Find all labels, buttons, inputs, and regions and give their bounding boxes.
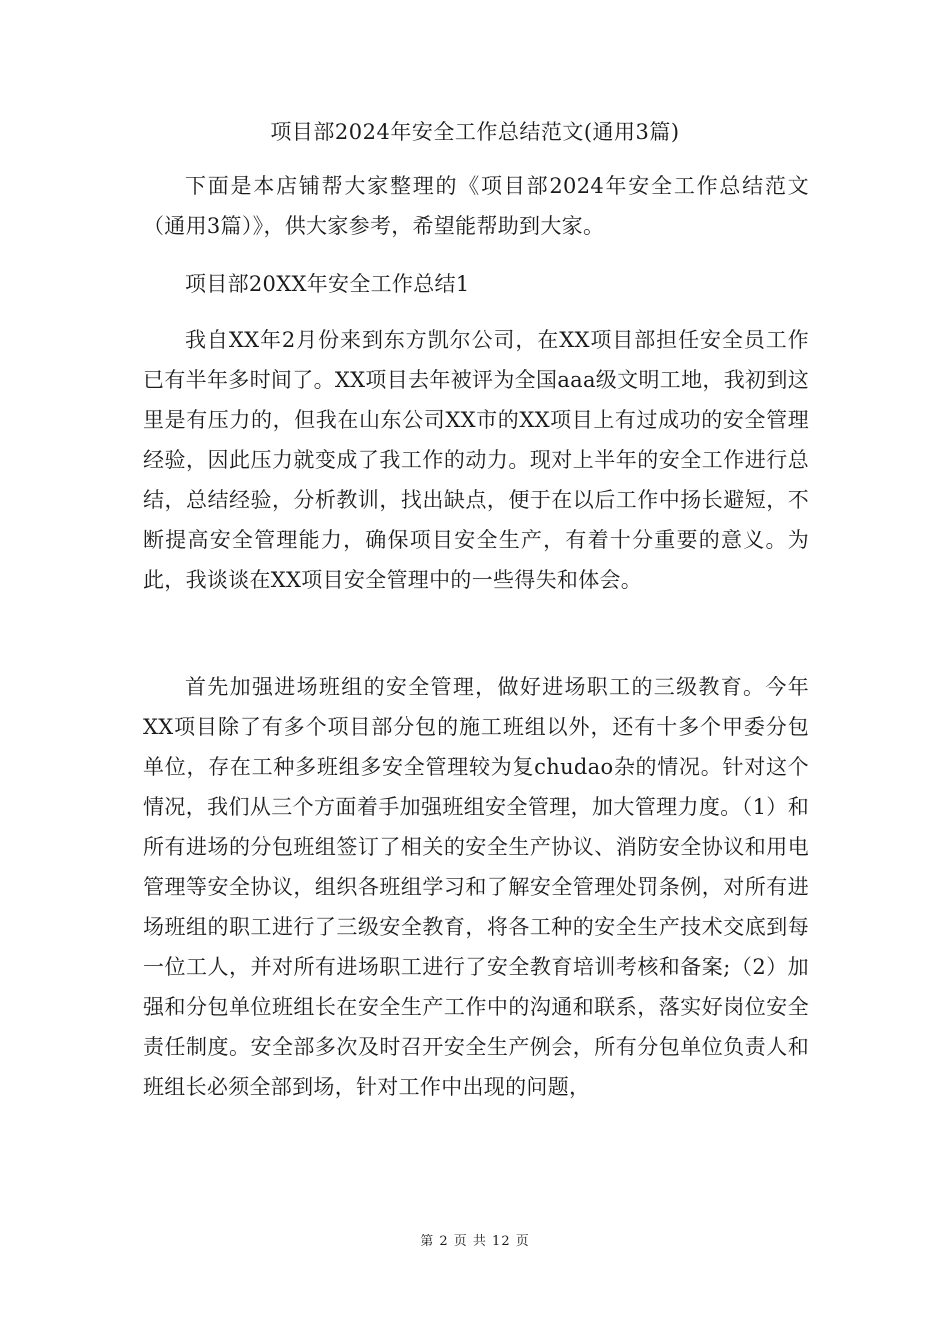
body-paragraph-2: 首先加强进场班组的安全管理，做好进场职工的三级教育。今年XX项目除了有多个项目部分包的施工班组以外，还有十多个甲委分包单位，存在工种多班组多安全管理较为复chudao杂的情况。针对这个情况，我们从三个方面着手加强班组安全管理，加大管理力度。（1）和所有进场的分包班组签订了相关的安全生产协议、消防安全协议和用电管理等安全协议，组织各班组学习和了解安全管理处罚条例，对所有进场班组的职工进行了三级安全教育，将各工种的安全生产技术交底到每一位工人，并对所有进场职工进行了安全教育培训考核和备案;（2）加强和分包单位班组长在安全生产工作中的沟通和联系，落实好岗位安全责任制度。安全部多次及时召开安全生产例会，所有分包单位负责人和班组长必须全部到场，针对工作中出现的问题，: [143, 675, 809, 1099]
page-number-footer: 第 2 页 共 12 页: [420, 1234, 530, 1249]
body-paragraph-1: 我自XX年2月份来到东方凯尔公司，在XX项目部担任安全员工作已有半年多时间了。XX项目去年被评为全国aaa级文明工地，我初到这里是有压力的，但我在山东公司XX市的XX项目上有过成功的安全管理经验，因此压力就变成了我工作的动力。现对上半年的安全工作进行总结，总结经验，分析教训，找出缺点，便于在以后工作中扬长避短，不断提高安全管理能力，确保项目安全生产，有着十分重要的意义。为此，我谈谈在XX项目安全管理中的一些得失和体会。: [143, 328, 809, 592]
document-title: 项目部2024年安全工作总结范文(通用3篇): [270, 120, 680, 144]
intro-paragraph: 下面是本店铺帮大家整理的《项目部2024年安全工作总结范文（通用3篇）》，供大家参考，希望能帮助到大家。: [143, 174, 809, 238]
section-heading: 项目部20XX年安全工作总结1: [185, 272, 470, 296]
